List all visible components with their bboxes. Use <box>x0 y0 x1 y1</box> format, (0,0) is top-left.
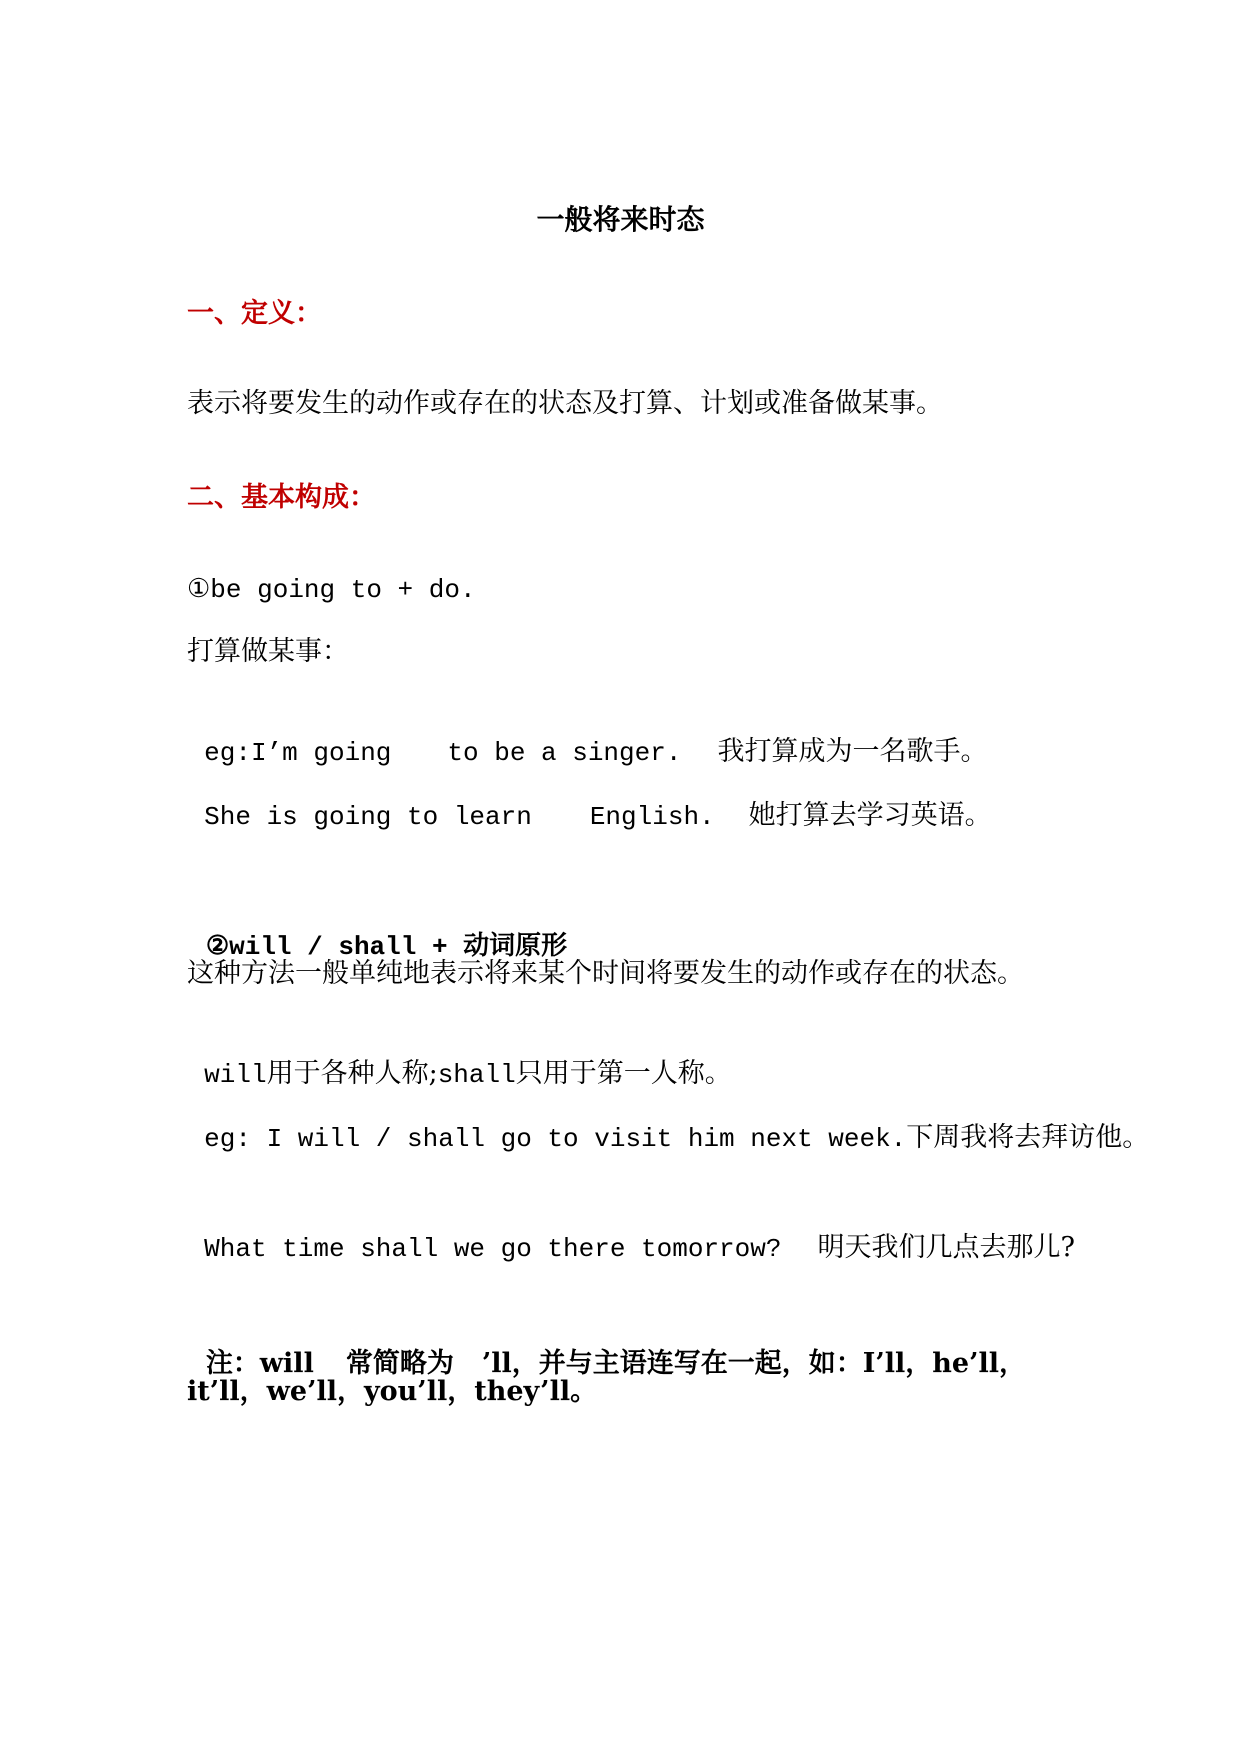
form1-example-1 <box>187 698 987 771</box>
form1-example-1-en-a: eg:I’m going <box>204 738 392 768</box>
usage-will-zh: 用于各种人称; <box>266 1058 438 1089</box>
form1-formula: ①be going to + do. <box>187 575 476 605</box>
form1-example-1-en-b: to be a singer. <box>447 738 682 768</box>
form1-example-1-zh: 我打算成为一名歌手。 <box>717 736 988 767</box>
page-title: 一般将来时态 <box>536 203 705 236</box>
form2-usage <box>187 1020 732 1093</box>
note-line-1-c: ’ll，并与主语连写在一起，如：I’ll，he’ll， <box>481 1348 1027 1379</box>
note-line-1-b: 常简略为 <box>345 1348 454 1379</box>
form2-explanation: 这种方法一般单纯地表示将来某个时间将要发生的动作或存在的状态。 <box>187 958 1024 989</box>
form2-example-2-zh: 明天我们几点去那儿? <box>817 1232 1075 1263</box>
section-heading-structure: 二、基本构成： <box>187 482 376 513</box>
note-line-1 <box>187 1310 1026 1382</box>
form1-example-2 <box>187 762 992 835</box>
form2-example-1-zh: 下周我将去拜访他。 <box>906 1122 1150 1153</box>
note-line-2: it’ll，we’ll，you’ll，they’ll。 <box>187 1376 598 1407</box>
section-heading-definition: 一、定义： <box>187 298 322 329</box>
form1-meaning: 打算做某事： <box>187 636 349 667</box>
note-line-1-a: 注：will <box>205 1348 314 1379</box>
form1-example-2-zh: 她打算去学习英语。 <box>748 800 992 831</box>
form2-example-2 <box>187 1194 1075 1267</box>
form2-example-2-en: What time shall we go there tomorrow? <box>204 1234 782 1264</box>
usage-shall: shall <box>437 1060 516 1090</box>
form1-example-2-en-b: English. <box>589 802 715 832</box>
usage-shall-zh: 只用于第一人称。 <box>515 1058 732 1089</box>
form2-example-1 <box>187 1084 1149 1157</box>
definition-text: 表示将要发生的动作或存在的状态及打算、计划或准备做某事。 <box>187 388 943 419</box>
form1-example-2-en-a: She is going to learn <box>204 802 532 832</box>
form2-example-1-en: eg: I will / shall go to visit him next week. <box>204 1124 907 1154</box>
usage-will: will <box>204 1060 267 1090</box>
form2-formula-text: ②will / shall + 动词原形 <box>205 932 568 962</box>
form2-formula <box>187 892 567 965</box>
